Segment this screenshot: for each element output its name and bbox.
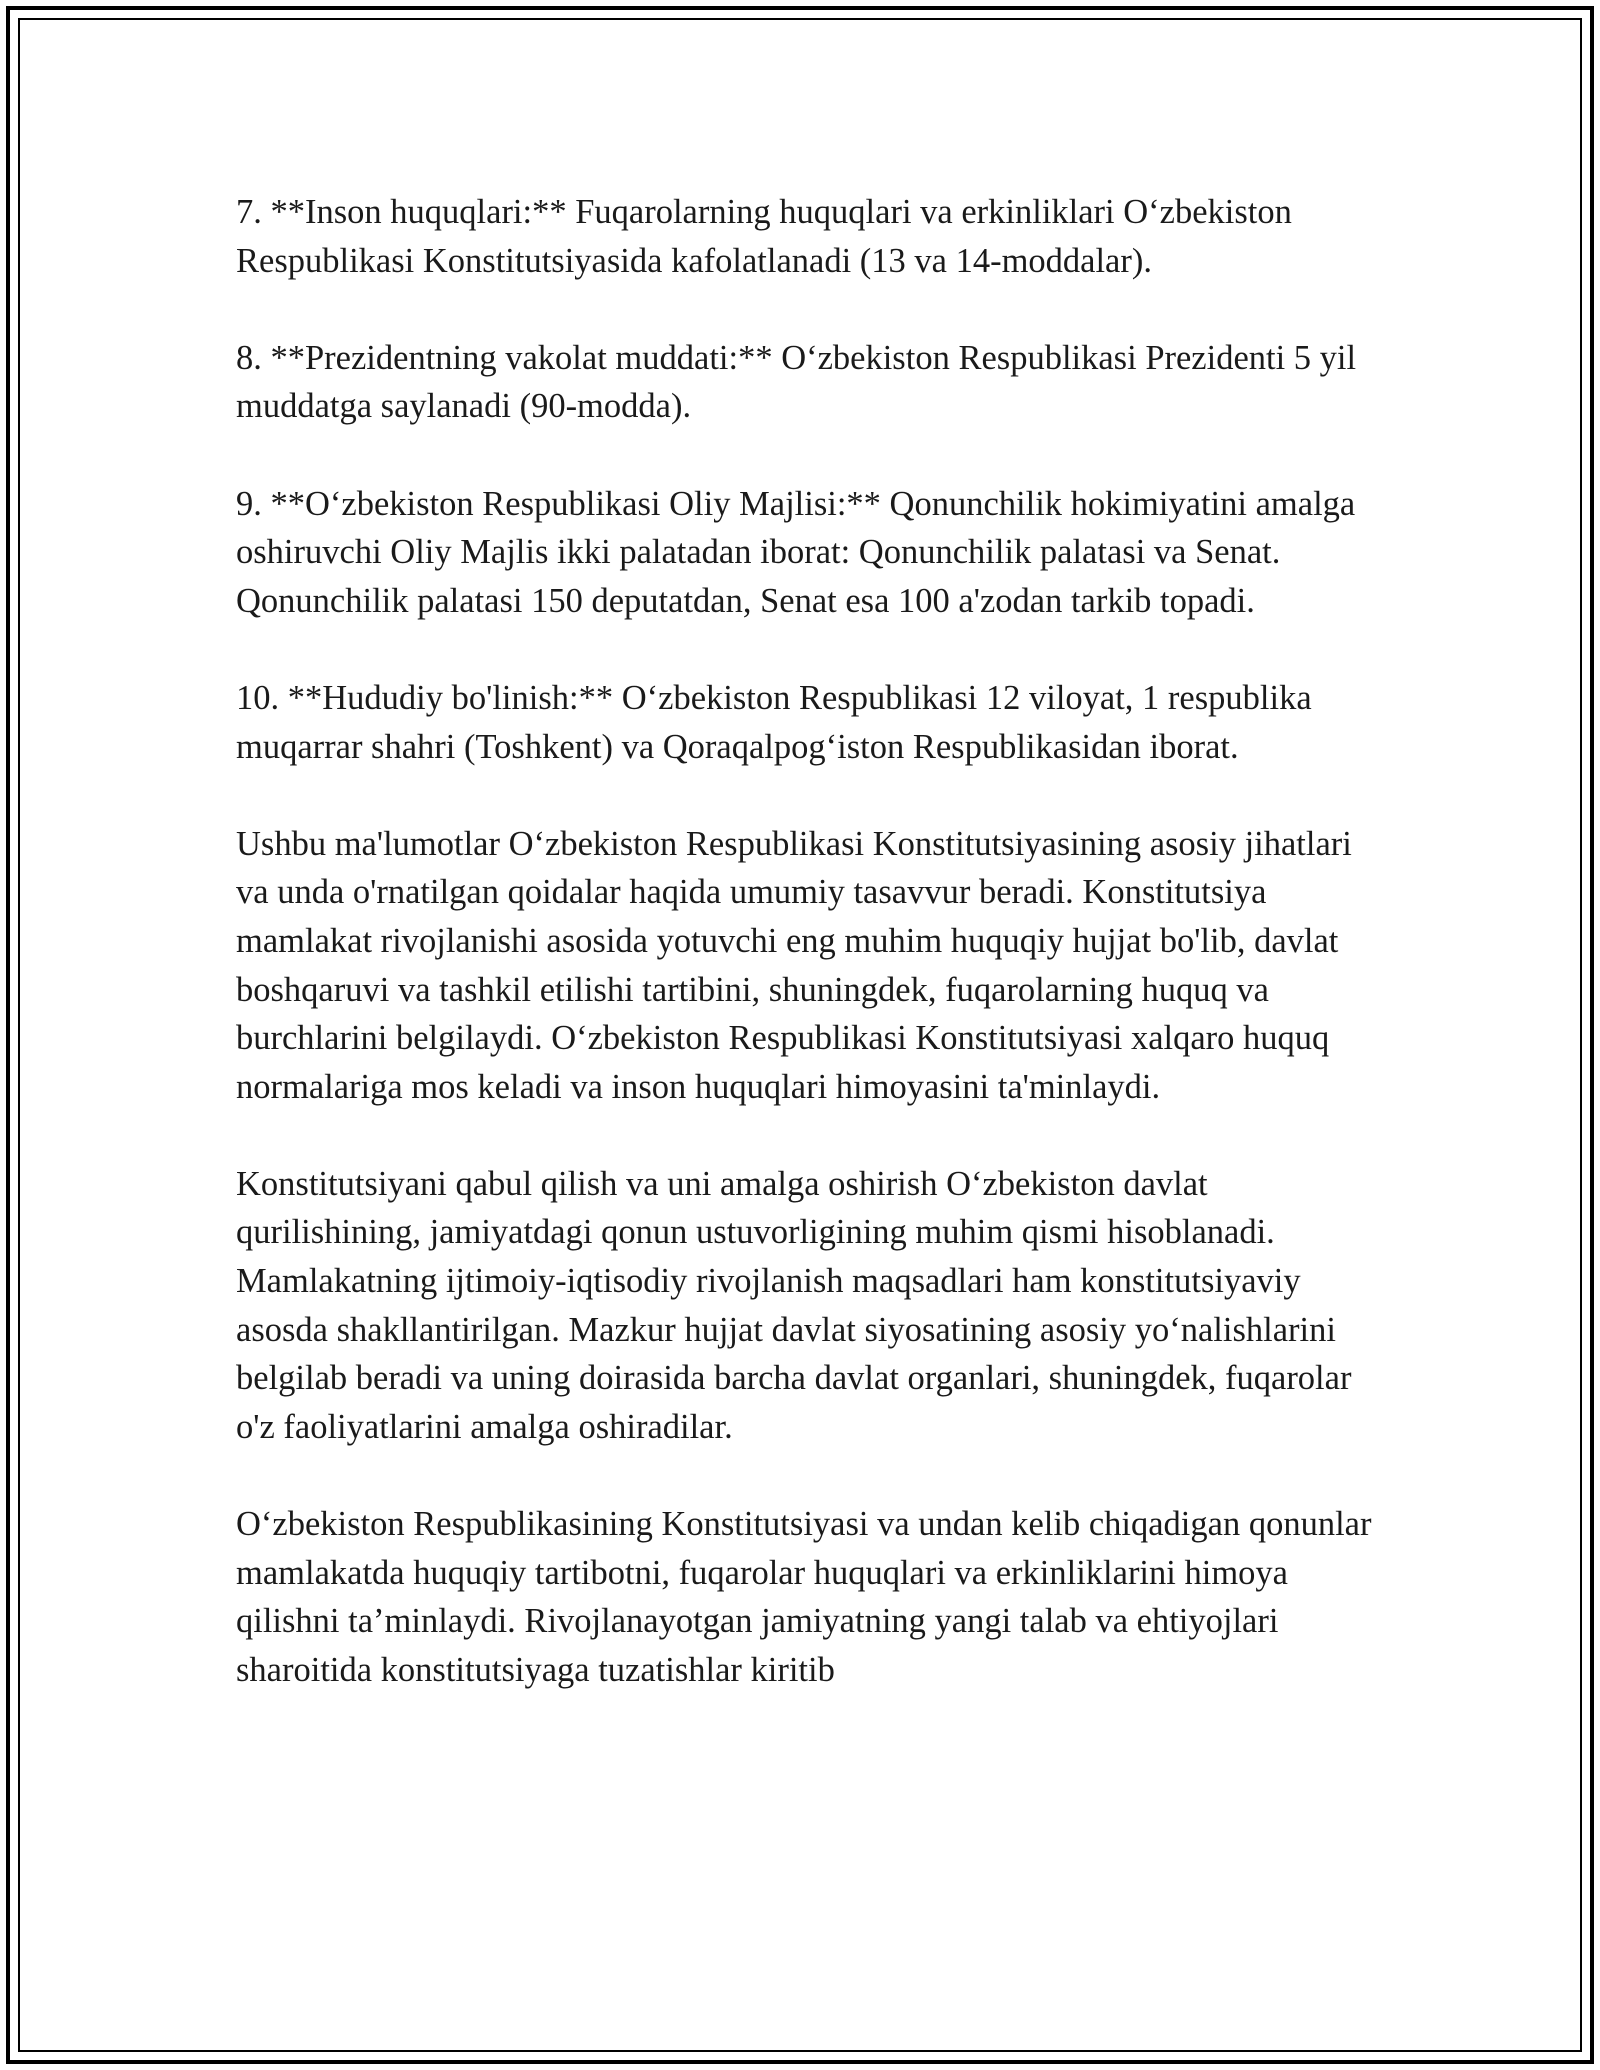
paragraph-item-8: 8. **Prezidentning vakolat muddati:** O‘zbekiston Respublikasi Prezidenti 5 yil muddatga saylanadi (90-modda). [236, 338, 1357, 426]
paragraph-item-9: 9. **O‘zbekiston Respublikasi Oliy Majlisi:** Qonunchilik hokimiyatini amalga oshiruvchi Oliy Majlis ikki palatadan iborat: Qonunchilik palatasi va Senat. Qonunchilik palatasi 150 deputatdan, Senat esa 100 a'zodan tarkib topadi. [236, 484, 1356, 620]
paragraph-summary: Ushbu ma'lumotlar O‘zbekiston Respublikasi Konstitutsiyasining asosiy jihatlari va unda o'rnatilgan qoidalar haqida umumiy tasavvur beradi. Konstitutsiya mamlakat rivojlanishi asosida yotuvchi eng muhim huquqiy hujjat bo'lib, davlat boshqaruvi va tashkil etilishi tartibini, shuningdek, fuqarolarning huquq va burchlarini belgilaydi. O‘zbekiston Respublikasi Konstitutsiyasi xalqaro huquq normalariga mos keladi va inson huquqlari himoyasini ta'minlaydi. [236, 824, 1352, 1106]
paragraph-legal-order: O‘zbekiston Respublikasining Konstitutsiyasi va undan kelib chiqadigan qonunlar mamlakatda huquqiy tartibotni, fuqarolar huquqlari va erkinliklarini himoya qilishni ta’minlaydi. Rivojlanayotgan jamiyatning yangi talab va ehtiyojlari sharoitida konstitutsiyaga tuzatishlar kiritib [236, 1505, 1372, 1689]
document-body [236, 188, 1386, 1743]
paragraph-adoption: Konstitutsiyani qabul qilish va uni amalga oshirish O‘zbekiston davlat qurilishining, jamiyatdagi qonun ustuvorligining muhim qismi hisoblanadi. Mamlakatning ijtimoiy-iqtisodiy rivojlanish maqsadlari ham konstitutsiyaviy asosda shakllantirilgan. Mazkur hujjat davlat siyosatining asosiy yo‘nalishlarini belgilab beradi va uning doirasida barcha davlat organlari, shuningdek, fuqarolar o'z faoliyatlarini amalga oshiradilar. [236, 1164, 1352, 1446]
paragraph-item-7: 7. **Inson huquqlari:** Fuqarolarning huquqlari va erkinliklari O‘zbekiston Respublikasi Konstitutsiyasida kafolatlanadi (13 va 14-moddalar). [236, 193, 1292, 280]
paragraph-item-10: 10. **Hududiy bo'linish:** O‘zbekiston Respublikasi 12 viloyat, 1 respublika muqarrar shahri (Toshkent) va Qoraqalpog‘iston Respublikasidan iborat. [236, 678, 1312, 766]
